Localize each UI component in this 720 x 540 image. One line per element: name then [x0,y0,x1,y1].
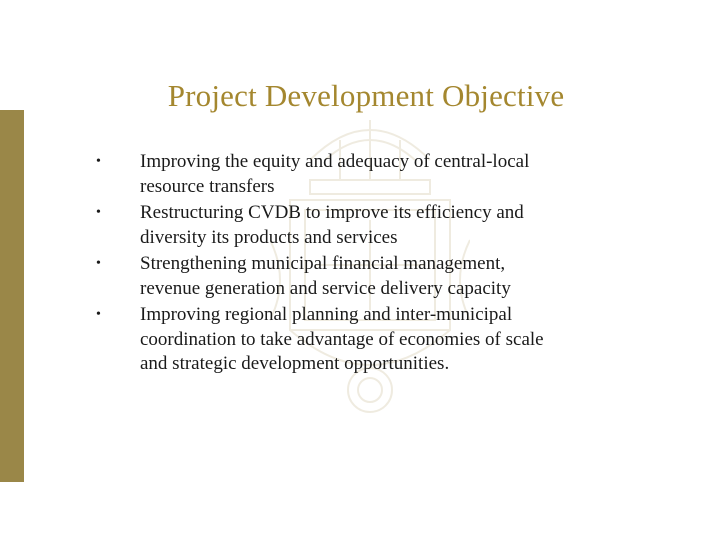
slide-title-text: Project Development Objective [167,78,565,113]
bullet-text: Improving regional planning and inter-municipal coordination to take advantage of economies of scale and strategic development opportunities. [140,304,544,374]
bullet-icon: • [96,205,101,220]
bullet-icon: • [96,154,101,169]
list-item [96,150,546,199]
list-item [96,252,546,301]
slide-title [0,78,720,114]
bullet-icon: • [96,256,101,271]
bullet-text: Restructuring CVDB to improve its efficiency and diversity its products and services [140,202,524,248]
bullet-icon: • [96,307,101,322]
bullet-text: Strengthening municipal financial management, revenue generation and service delivery capacity [140,253,511,299]
objectives-list [96,150,546,379]
list-item [96,201,546,250]
bullet-text: Improving the equity and adequacy of central-local resource transfers [140,151,530,197]
list-item [96,303,546,377]
side-accent-bar [0,110,24,482]
